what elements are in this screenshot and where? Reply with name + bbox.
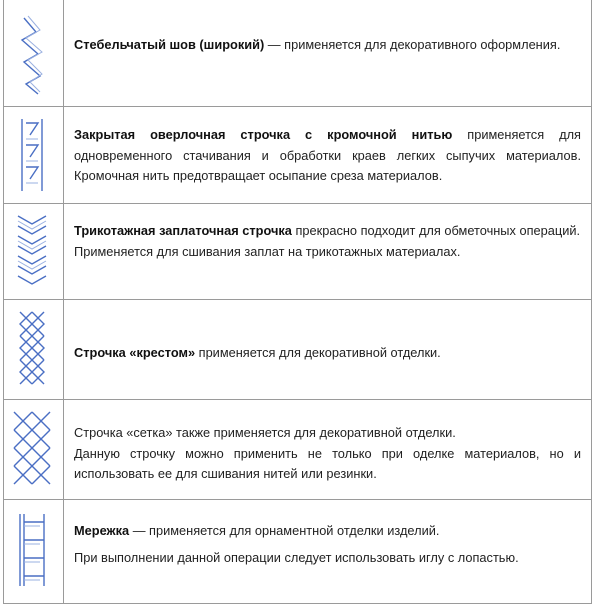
stitch-title: Строчка «крестом» — [74, 345, 196, 360]
stitch-description: применяется для одновременного стачивания и обработки краев легких сыпучих материалов. Кромочная нить предотвращает осыпание среза материалов. — [74, 127, 581, 183]
icon-cell — [4, 500, 64, 603]
stitch-description: прекрасно подходит для обметочных операций. — [291, 223, 581, 238]
cross-stitch-icon — [12, 308, 52, 392]
stitch-title: Закрытая оверлочная строчка с кромочной нитью — [74, 127, 453, 142]
table-row — [4, 0, 591, 107]
row-text — [74, 423, 581, 485]
row-text — [74, 221, 581, 262]
stitch-note: Данную строчку можно применить не только при оделке материалов, но и использовать ее для сшивания нитей или резинки. — [74, 445, 581, 481]
stitch-title: Трикотажная заплаточная строчка — [74, 223, 292, 238]
table-row — [4, 107, 591, 204]
row-text — [74, 125, 581, 187]
icon-cell — [4, 204, 64, 299]
table-row — [4, 300, 591, 400]
diagonal-stem-stitch-icon — [12, 10, 52, 100]
table-row — [4, 204, 591, 300]
icon-cell — [4, 0, 64, 106]
icon-cell — [4, 300, 64, 399]
row-text — [74, 343, 581, 364]
stitch-title: Мережка — [74, 523, 130, 538]
stitch-description: — применяется для орнаментной отделки изделий. — [129, 523, 440, 538]
stitch-description: Строчка «сетка» также применяется для декоративной отделки. — [74, 425, 456, 440]
stitch-description: применяется для декоративной отделки. — [195, 345, 441, 360]
row-text — [74, 521, 581, 568]
hemstitch-icon — [12, 508, 52, 592]
table-row — [4, 400, 591, 500]
stitch-description: — применяется для декоративного оформления. — [264, 37, 561, 52]
overlock-stitch-icon — [12, 115, 52, 195]
stitch-note: Применяется для сшивания заплат на трикотажных материалах. — [74, 243, 461, 259]
icon-cell — [4, 400, 64, 499]
row-text — [74, 35, 581, 56]
icon-cell — [4, 107, 64, 203]
stitch-note: При выполнении данной операции следует использовать иглу с лопастью. — [74, 549, 519, 565]
table-row — [4, 500, 591, 604]
knit-patch-stitch-icon — [12, 212, 52, 292]
stitch-title: Стебельчатый шов (широкий) — [74, 37, 265, 52]
mesh-stitch-icon — [10, 408, 54, 492]
stitch-table — [3, 0, 592, 604]
